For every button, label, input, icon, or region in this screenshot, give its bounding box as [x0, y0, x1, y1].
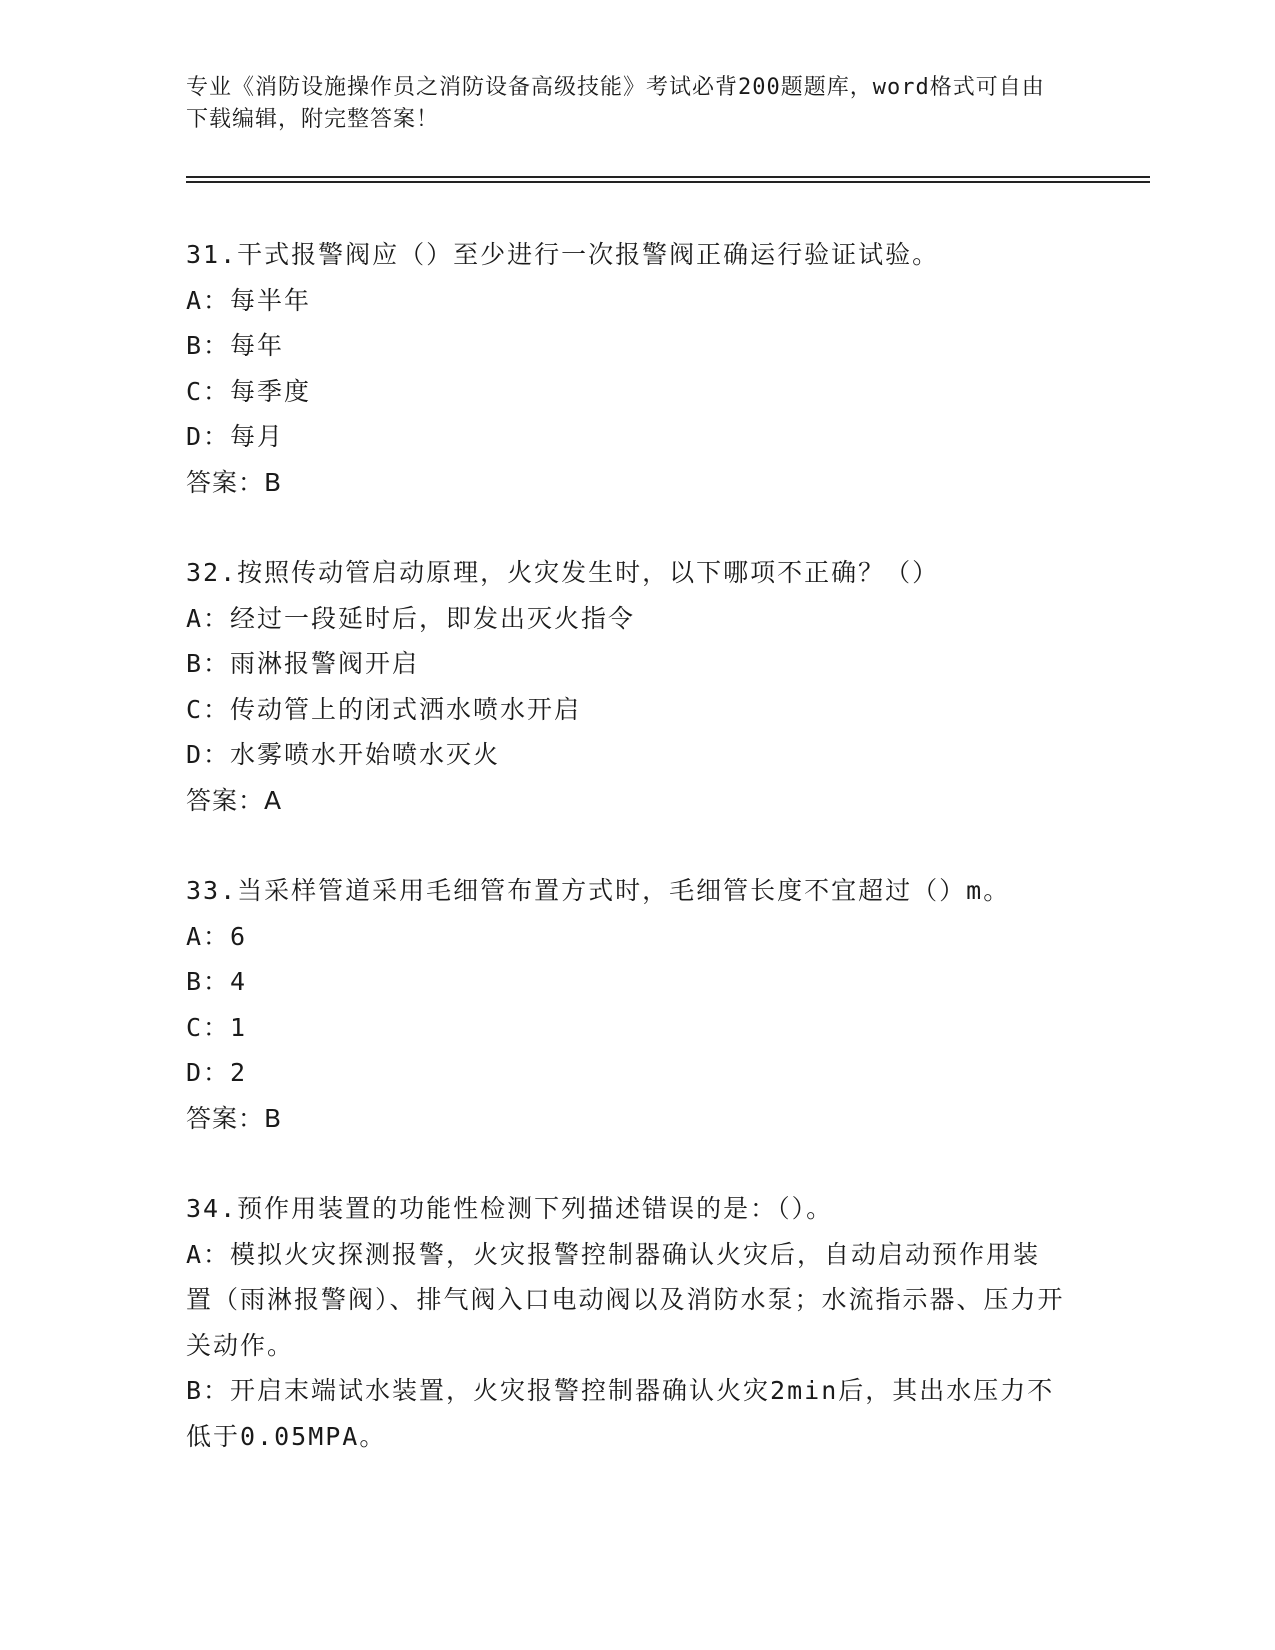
document-header: 专业《消防设施操作员之消防设备高级技能》考试必背200题题库，word格式可自由下载编辑，附完整答案！ — [186, 75, 1045, 132]
question-stem: 32.按照传动管启动原理，火灾发生时，以下哪项不正确？（） — [186, 558, 940, 587]
answer-line: 答案：B — [186, 467, 283, 497]
option-a: A：经过一段延时后，即发出灭火指令 — [186, 603, 636, 633]
option-b: B：开启末端试水装置，火灾报警控制器确认火灾2min后，其出水压力不低于0.05MPA。 — [186, 1376, 1055, 1451]
option-b: B：4 — [186, 967, 248, 996]
option-b: B：雨淋报警阀开启 — [186, 649, 420, 678]
question-block — [186, 1186, 1066, 1459]
option-b: B：每年 — [186, 331, 285, 360]
option-c: C：每季度 — [186, 376, 312, 406]
option-c: C：1 — [186, 1012, 248, 1042]
option-d: D：每月 — [186, 422, 285, 451]
question-block — [186, 232, 1066, 505]
option-d: D：水雾喷水开始喷水灭火 — [186, 740, 501, 769]
option-a: A：6 — [186, 921, 248, 951]
question-stem: 34.预作用装置的功能性检测下列描述错误的是：（）。 — [186, 1194, 834, 1223]
question-stem: 31.干式报警阀应（）至少进行一次报警阀正确运行验证试验。 — [186, 240, 940, 269]
option-a: A：模拟火灾探测报警，火灾报警控制器确认火灾后，自动启动预作用装置（雨淋报警阀）、排气阀入口电动阀以及消防水泵；水流指示器、压力开关动作。 — [186, 1239, 1065, 1360]
option-c: C：传动管上的闭式洒水喷水开启 — [186, 694, 582, 724]
option-d: D：2 — [186, 1058, 248, 1087]
question-block — [186, 550, 1066, 823]
question-stem: 33.当采样管道采用毛细管布置方式时，毛细管长度不宜超过（）m。 — [186, 876, 1011, 905]
answer-line: 答案：B — [186, 1103, 283, 1133]
question-block — [186, 868, 1066, 1141]
answer-line: 答案：A — [186, 785, 283, 815]
option-a: A：每半年 — [186, 285, 312, 315]
header-divider-bottom — [186, 181, 1150, 183]
header-divider-top — [186, 176, 1150, 178]
